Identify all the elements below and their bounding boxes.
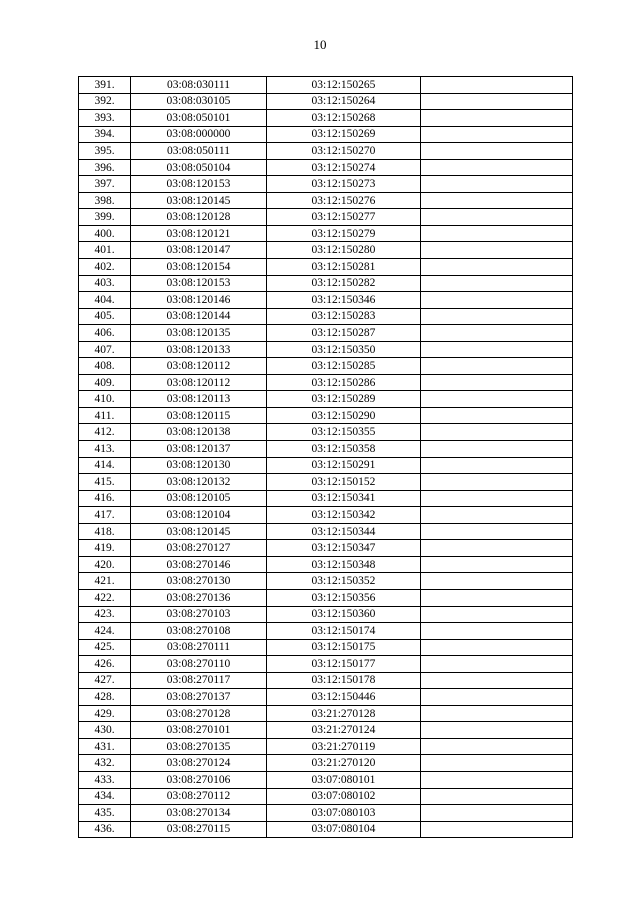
row-number-cell: 427. <box>79 672 131 689</box>
row-number-cell: 432. <box>79 755 131 772</box>
note-cell <box>421 424 573 441</box>
table-row <box>79 788 573 805</box>
table-row <box>79 490 573 507</box>
reference-code-cell: 03:12:150283 <box>267 308 421 325</box>
reference-code-cell: 03:07:080103 <box>267 805 421 822</box>
table-row <box>79 159 573 176</box>
table-row <box>79 126 573 143</box>
code-cell: 03:08:120133 <box>131 341 267 358</box>
note-cell <box>421 159 573 176</box>
code-cell: 03:08:030105 <box>131 93 267 110</box>
code-cell: 03:08:120112 <box>131 374 267 391</box>
row-number-cell: 426. <box>79 656 131 673</box>
row-number-cell: 397. <box>79 176 131 193</box>
note-cell <box>421 275 573 292</box>
code-cell: 03:08:270110 <box>131 656 267 673</box>
note-cell <box>421 391 573 408</box>
reference-code-cell: 03:12:150355 <box>267 424 421 441</box>
row-number-cell: 391. <box>79 77 131 94</box>
table-row <box>79 176 573 193</box>
table-row <box>79 639 573 656</box>
reference-code-cell: 03:12:150281 <box>267 259 421 276</box>
table-row <box>79 358 573 375</box>
table-row <box>79 259 573 276</box>
reference-code-cell: 03:12:150348 <box>267 556 421 573</box>
code-cell: 03:08:120121 <box>131 225 267 242</box>
note-cell <box>421 656 573 673</box>
code-cell: 03:08:120153 <box>131 176 267 193</box>
table-body <box>79 77 573 838</box>
code-cell: 03:08:270108 <box>131 623 267 640</box>
note-cell <box>421 705 573 722</box>
note-cell <box>421 639 573 656</box>
table-row <box>79 374 573 391</box>
reference-code-cell: 03:12:150360 <box>267 606 421 623</box>
code-cell: 03:08:120145 <box>131 523 267 540</box>
row-number-cell: 394. <box>79 126 131 143</box>
table-row <box>79 507 573 524</box>
row-number-cell: 410. <box>79 391 131 408</box>
note-cell <box>421 143 573 160</box>
code-cell: 03:08:120132 <box>131 474 267 491</box>
reference-code-cell: 03:12:150285 <box>267 358 421 375</box>
note-cell <box>421 126 573 143</box>
reference-code-cell: 03:12:150342 <box>267 507 421 524</box>
row-number-cell: 429. <box>79 705 131 722</box>
row-number-cell: 414. <box>79 457 131 474</box>
table-row <box>79 93 573 110</box>
row-number-cell: 420. <box>79 556 131 573</box>
reference-code-cell: 03:12:150356 <box>267 589 421 606</box>
reference-code-cell: 03:12:150177 <box>267 656 421 673</box>
page-number: 10 <box>313 37 327 52</box>
reference-code-cell: 03:12:150265 <box>267 77 421 94</box>
table-row <box>79 705 573 722</box>
reference-code-cell: 03:12:150352 <box>267 573 421 590</box>
reference-code-cell: 03:21:270119 <box>267 738 421 755</box>
code-cell: 03:08:270137 <box>131 689 267 706</box>
reference-code-cell: 03:12:150270 <box>267 143 421 160</box>
row-number-cell: 417. <box>79 507 131 524</box>
code-cell: 03:08:120115 <box>131 407 267 424</box>
row-number-cell: 422. <box>79 589 131 606</box>
reference-code-cell: 03:12:150350 <box>267 341 421 358</box>
code-cell: 03:08:120104 <box>131 507 267 524</box>
code-cell: 03:08:270130 <box>131 573 267 590</box>
note-cell <box>421 821 573 838</box>
note-cell <box>421 242 573 259</box>
code-cell: 03:08:270127 <box>131 540 267 557</box>
note-cell <box>421 225 573 242</box>
row-number-cell: 425. <box>79 639 131 656</box>
reference-code-cell: 03:12:150268 <box>267 110 421 127</box>
note-cell <box>421 556 573 573</box>
note-cell <box>421 738 573 755</box>
note-cell <box>421 788 573 805</box>
code-cell: 03:08:120105 <box>131 490 267 507</box>
row-number-cell: 435. <box>79 805 131 822</box>
reference-code-cell: 03:12:150264 <box>267 93 421 110</box>
note-cell <box>421 606 573 623</box>
note-cell <box>421 308 573 325</box>
reference-code-cell: 03:12:150290 <box>267 407 421 424</box>
table-row <box>79 805 573 822</box>
note-cell <box>421 573 573 590</box>
code-cell: 03:08:120146 <box>131 292 267 309</box>
code-cell: 03:08:120138 <box>131 424 267 441</box>
reference-code-cell: 03:12:150446 <box>267 689 421 706</box>
row-number-cell: 396. <box>79 159 131 176</box>
row-number-cell: 406. <box>79 325 131 342</box>
row-number-cell: 405. <box>79 308 131 325</box>
table-row <box>79 474 573 491</box>
reference-code-cell: 03:12:150274 <box>267 159 421 176</box>
code-cell: 03:08:270103 <box>131 606 267 623</box>
note-cell <box>421 110 573 127</box>
note-cell <box>421 771 573 788</box>
reference-code-cell: 03:12:150282 <box>267 275 421 292</box>
row-number-cell: 421. <box>79 573 131 590</box>
reference-code-cell: 03:21:270128 <box>267 705 421 722</box>
code-cell: 03:08:120135 <box>131 325 267 342</box>
code-cell: 03:08:270136 <box>131 589 267 606</box>
reference-code-cell: 03:21:270120 <box>267 755 421 772</box>
reference-code-cell: 03:07:080101 <box>267 771 421 788</box>
row-number-cell: 411. <box>79 407 131 424</box>
note-cell <box>421 292 573 309</box>
reference-code-cell: 03:07:080104 <box>267 821 421 838</box>
reference-code-cell: 03:12:150291 <box>267 457 421 474</box>
table-row <box>79 689 573 706</box>
table-row <box>79 110 573 127</box>
row-number-cell: 418. <box>79 523 131 540</box>
row-number-cell: 413. <box>79 441 131 458</box>
note-cell <box>421 672 573 689</box>
note-cell <box>421 192 573 209</box>
note-cell <box>421 722 573 739</box>
row-number-cell: 407. <box>79 341 131 358</box>
row-number-cell: 434. <box>79 788 131 805</box>
note-cell <box>421 441 573 458</box>
table-row <box>79 292 573 309</box>
reference-code-cell: 03:12:150289 <box>267 391 421 408</box>
code-cell: 03:08:120145 <box>131 192 267 209</box>
note-cell <box>421 755 573 772</box>
note-cell <box>421 407 573 424</box>
table-row <box>79 225 573 242</box>
row-number-cell: 419. <box>79 540 131 557</box>
row-number-cell: 430. <box>79 722 131 739</box>
table-row <box>79 606 573 623</box>
table-row <box>79 209 573 226</box>
reference-code-cell: 03:12:150346 <box>267 292 421 309</box>
code-cell: 03:08:120154 <box>131 259 267 276</box>
row-number-cell: 415. <box>79 474 131 491</box>
row-number-cell: 401. <box>79 242 131 259</box>
reference-code-cell: 03:12:150277 <box>267 209 421 226</box>
code-cell: 03:08:050101 <box>131 110 267 127</box>
table-row <box>79 457 573 474</box>
note-cell <box>421 507 573 524</box>
code-cell: 03:08:270135 <box>131 738 267 755</box>
table-row <box>79 391 573 408</box>
table-row <box>79 441 573 458</box>
code-cell: 03:08:120112 <box>131 358 267 375</box>
table-row <box>79 192 573 209</box>
table-row <box>79 672 573 689</box>
code-cell: 03:08:270146 <box>131 556 267 573</box>
reference-code-cell: 03:12:150273 <box>267 176 421 193</box>
row-number-cell: 393. <box>79 110 131 127</box>
table-row <box>79 143 573 160</box>
code-cell: 03:08:270134 <box>131 805 267 822</box>
table-row <box>79 573 573 590</box>
reference-code-cell: 03:12:150286 <box>267 374 421 391</box>
code-cell: 03:08:030111 <box>131 77 267 94</box>
code-cell: 03:08:120147 <box>131 242 267 259</box>
table-row <box>79 623 573 640</box>
code-cell: 03:08:270117 <box>131 672 267 689</box>
row-number-cell: 409. <box>79 374 131 391</box>
code-cell: 03:08:120137 <box>131 441 267 458</box>
table-row <box>79 523 573 540</box>
code-cell: 03:08:120130 <box>131 457 267 474</box>
table-row <box>79 407 573 424</box>
note-cell <box>421 490 573 507</box>
table-row <box>79 424 573 441</box>
note-cell <box>421 209 573 226</box>
row-number-cell: 412. <box>79 424 131 441</box>
code-cell: 03:08:120153 <box>131 275 267 292</box>
note-cell <box>421 457 573 474</box>
row-number-cell: 402. <box>79 259 131 276</box>
reference-code-cell: 03:12:150178 <box>267 672 421 689</box>
reference-code-cell: 03:12:150279 <box>267 225 421 242</box>
code-cell: 03:08:270101 <box>131 722 267 739</box>
code-cell: 03:08:270115 <box>131 821 267 838</box>
note-cell <box>421 689 573 706</box>
row-number-cell: 408. <box>79 358 131 375</box>
table-row <box>79 556 573 573</box>
note-cell <box>421 358 573 375</box>
row-number-cell: 403. <box>79 275 131 292</box>
note-cell <box>421 176 573 193</box>
note-cell <box>421 374 573 391</box>
code-cell: 03:08:050104 <box>131 159 267 176</box>
reference-code-cell: 03:12:150287 <box>267 325 421 342</box>
row-number-cell: 392. <box>79 93 131 110</box>
table-row <box>79 325 573 342</box>
table-row <box>79 77 573 94</box>
note-cell <box>421 77 573 94</box>
reference-code-cell: 03:12:150280 <box>267 242 421 259</box>
reference-code-cell: 03:12:150152 <box>267 474 421 491</box>
reference-code-cell: 03:07:080102 <box>267 788 421 805</box>
note-cell <box>421 805 573 822</box>
reference-code-cell: 03:12:150347 <box>267 540 421 557</box>
note-cell <box>421 474 573 491</box>
note-cell <box>421 93 573 110</box>
code-cell: 03:08:050111 <box>131 143 267 160</box>
table-row <box>79 821 573 838</box>
code-cell: 03:08:270106 <box>131 771 267 788</box>
row-number-cell: 436. <box>79 821 131 838</box>
reference-code-cell: 03:12:150174 <box>267 623 421 640</box>
note-cell <box>421 540 573 557</box>
row-number-cell: 395. <box>79 143 131 160</box>
note-cell <box>421 325 573 342</box>
table-row <box>79 275 573 292</box>
note-cell <box>421 523 573 540</box>
row-number-cell: 431. <box>79 738 131 755</box>
table-row <box>79 540 573 557</box>
reference-code-cell: 03:12:150344 <box>267 523 421 540</box>
code-cell: 03:08:120128 <box>131 209 267 226</box>
row-number-cell: 416. <box>79 490 131 507</box>
row-number-cell: 433. <box>79 771 131 788</box>
table-row <box>79 242 573 259</box>
table-row <box>79 771 573 788</box>
reference-code-cell: 03:12:150276 <box>267 192 421 209</box>
row-number-cell: 398. <box>79 192 131 209</box>
code-cell: 03:08:270124 <box>131 755 267 772</box>
table-row <box>79 738 573 755</box>
reference-code-cell: 03:12:150341 <box>267 490 421 507</box>
table-row <box>79 308 573 325</box>
table-row <box>79 755 573 772</box>
row-number-cell: 424. <box>79 623 131 640</box>
code-cell: 03:08:270112 <box>131 788 267 805</box>
reference-code-cell: 03:21:270124 <box>267 722 421 739</box>
reference-code-cell: 03:12:150175 <box>267 639 421 656</box>
row-number-cell: 428. <box>79 689 131 706</box>
code-cell: 03:08:270111 <box>131 639 267 656</box>
code-cell: 03:08:120144 <box>131 308 267 325</box>
row-number-cell: 399. <box>79 209 131 226</box>
code-cell: 03:08:120113 <box>131 391 267 408</box>
note-cell <box>421 589 573 606</box>
row-number-cell: 404. <box>79 292 131 309</box>
note-cell <box>421 623 573 640</box>
table-row <box>79 656 573 673</box>
reference-code-cell: 03:12:150358 <box>267 441 421 458</box>
row-number-cell: 423. <box>79 606 131 623</box>
table-row <box>79 589 573 606</box>
table-row <box>79 722 573 739</box>
reference-code-cell: 03:12:150269 <box>267 126 421 143</box>
records-table <box>78 76 573 838</box>
code-cell: 03:08:270128 <box>131 705 267 722</box>
note-cell <box>421 341 573 358</box>
row-number-cell: 400. <box>79 225 131 242</box>
code-cell: 03:08:000000 <box>131 126 267 143</box>
table-row <box>79 341 573 358</box>
note-cell <box>421 259 573 276</box>
